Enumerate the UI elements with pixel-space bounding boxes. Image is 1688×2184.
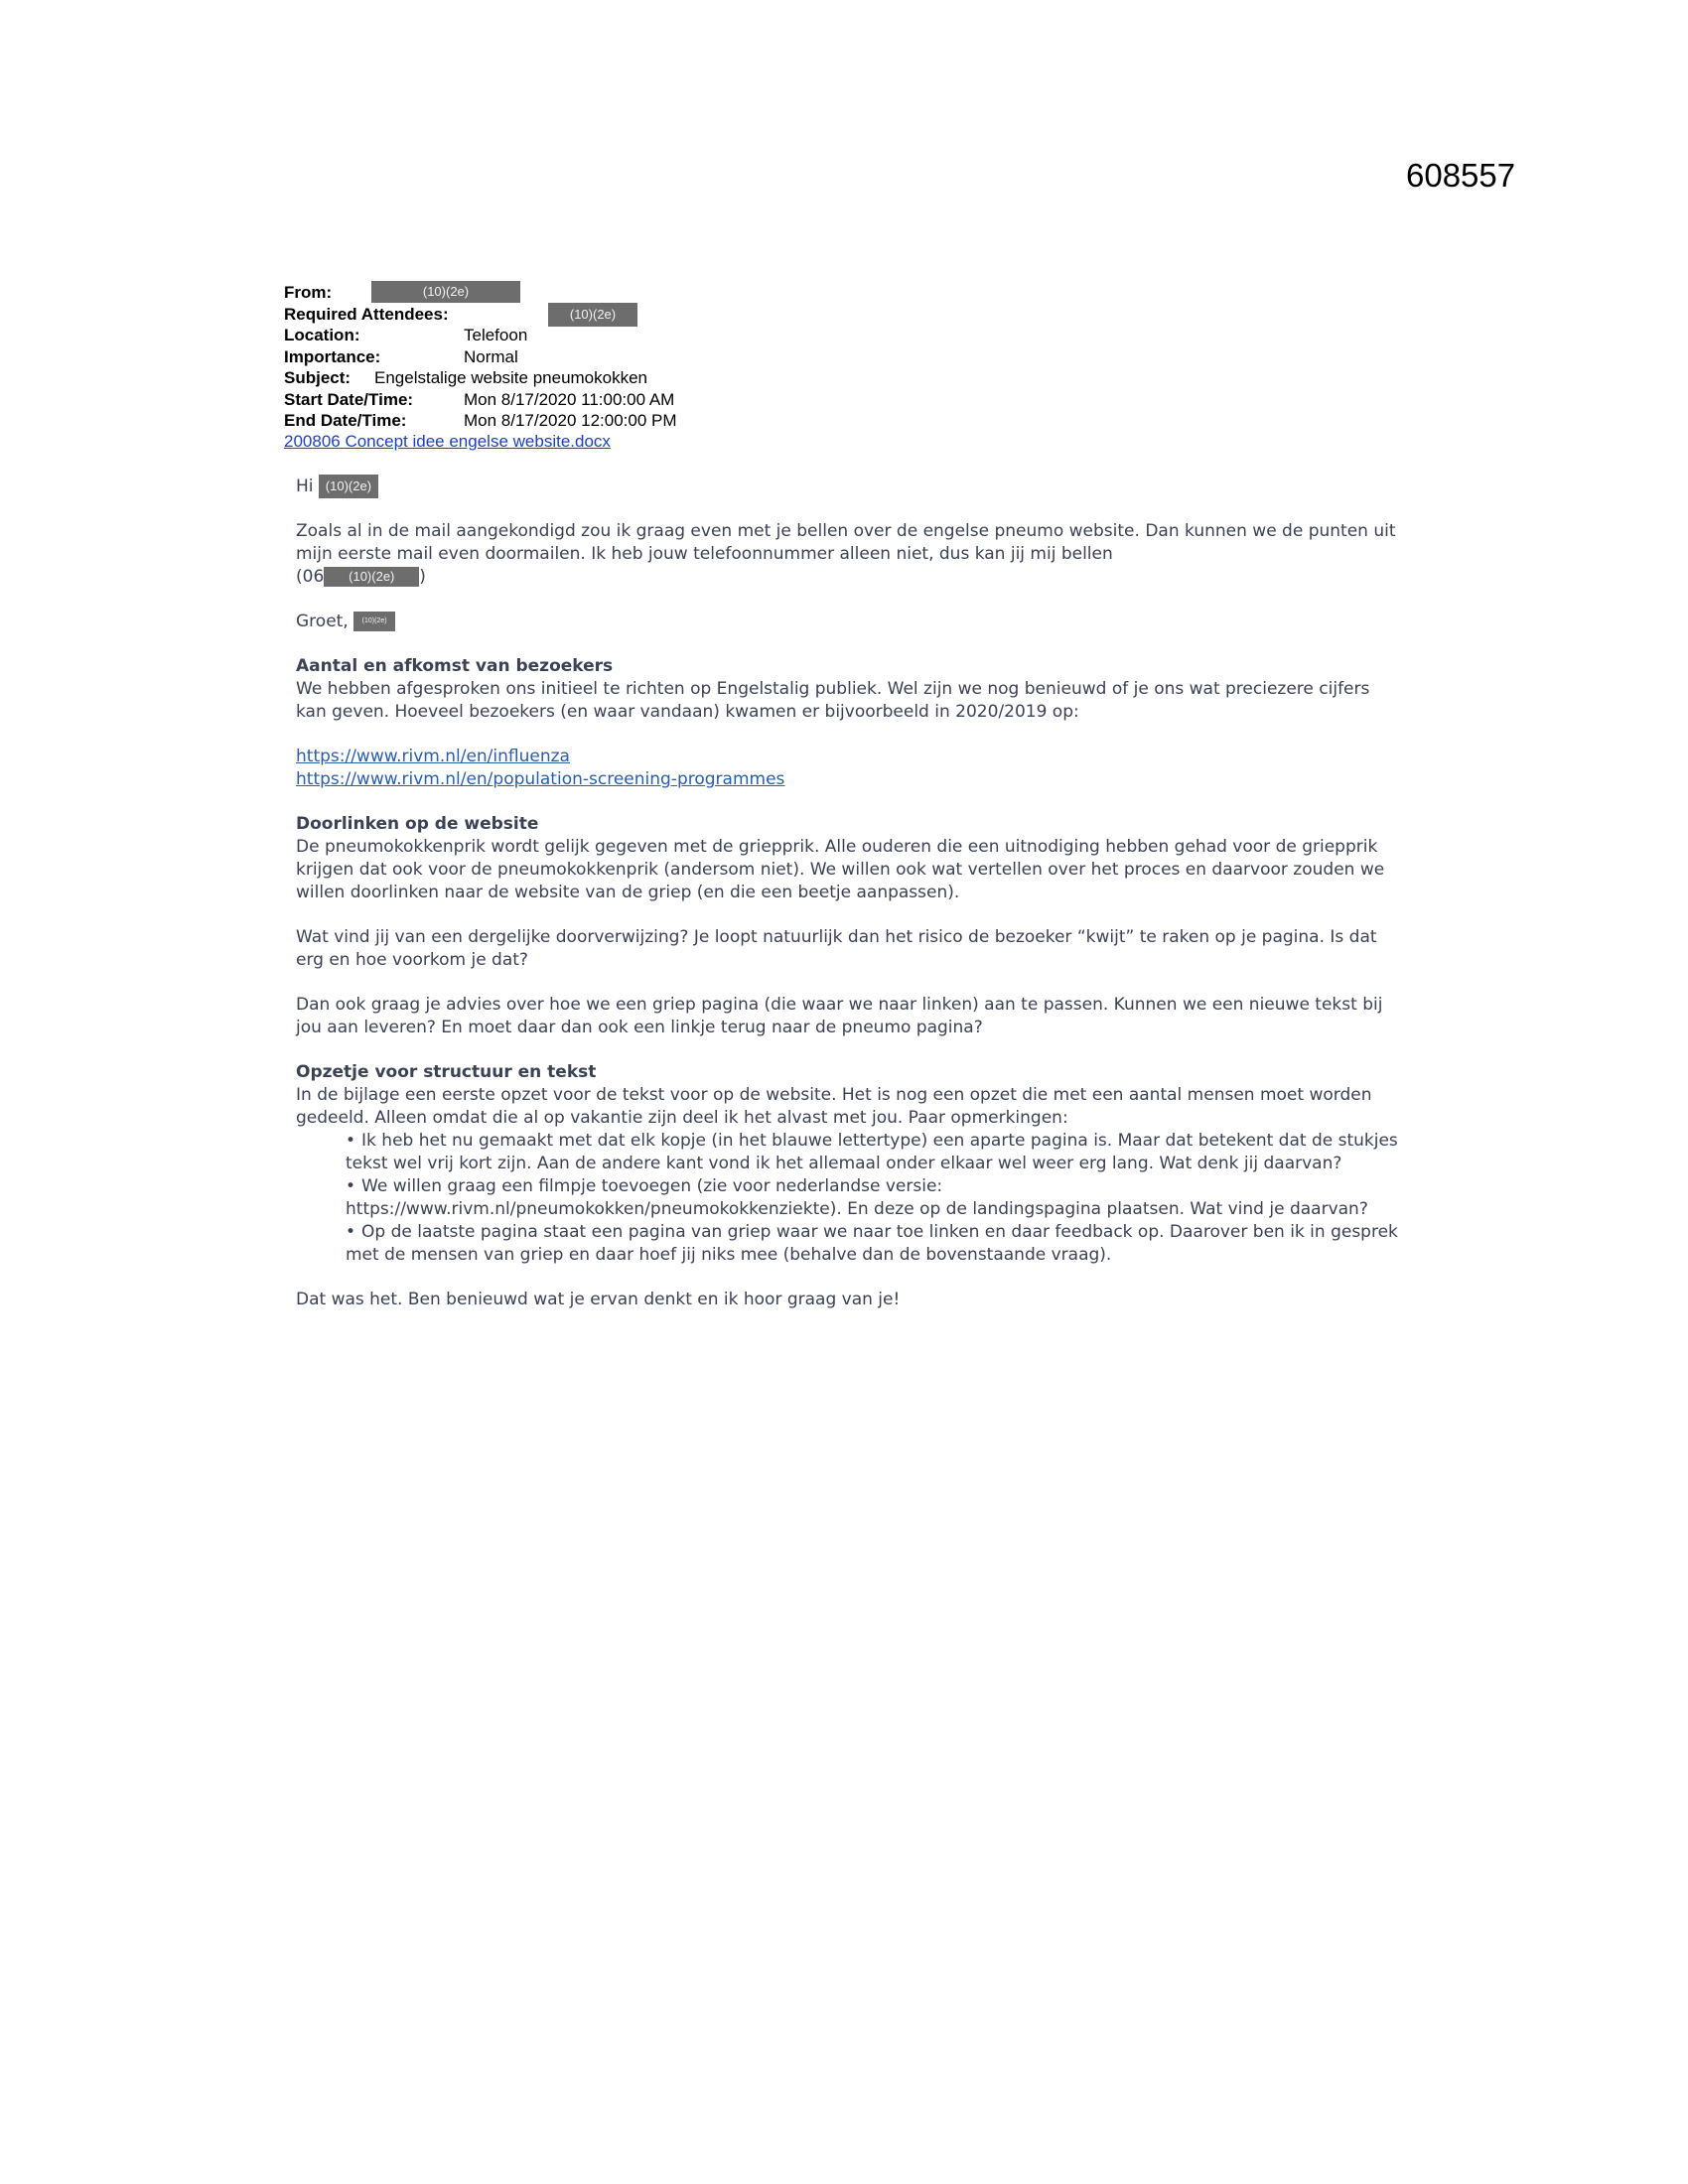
start-value: Mon 8/17/2020 11:00:00 AM — [464, 389, 675, 409]
remarks-list — [296, 1130, 1398, 1267]
section2-question2: Dan ook graag je advies over hoe we een griep pagina (die waar we naar linken) aan te passen. Kunnen we een nieuwe tekst bij jou aan leveren? En moet daar dan ook een linkje terug naar de pneumo pagina? — [296, 995, 1383, 1037]
sign-off-redaction: (10)(2e) — [353, 612, 395, 631]
link-list — [296, 746, 1398, 791]
sign-off-text: Groet, — [296, 612, 349, 631]
attendees-label: Required Attendees: — [284, 304, 449, 324]
list-item — [346, 1130, 1398, 1175]
document-number: 608557 — [1406, 157, 1516, 194]
intro-paragraph — [296, 520, 1398, 589]
from-redaction: (10)(2e) — [371, 281, 520, 303]
bullet-text: Op de laatste pagina staat een pagina van griep waar we naar toe linken en daar feedback op. Daarover ben ik in gesprek met de mensen van griep en daar hoef jij niks mee (behalve dan de bovenstaande vraag). — [346, 1222, 1398, 1265]
phone-suffix: ) — [419, 567, 426, 587]
section3-heading: Opzetje voor structuur en tekst — [296, 1062, 597, 1082]
bullet-text: Ik heb het nu gemaakt met dat elk kopje (in het blauwe lettertype) een aparte pagina is. Maar dat betekent dat de stukjes tekst wel vrij kort zijn. Aan de andere kant vond ik het allemaal onder elkaar wel weer erg lang. Wat denk jij daarvan? — [346, 1131, 1398, 1173]
section2-text: De pneumokokkenprik wordt gelijk gegeven met de griepprik. Alle ouderen die een uitnodiging hebben gehad voor de griepprik krijgen dat ook voor de pneumokokkenprik (andersom niet). We willen ook wat vertellen over het proces en daarvoor zouden we willen doorlinken naar de website van de griep (en die een beetje aanpassen). — [296, 837, 1385, 902]
section3-text: In de bijlage een eerste opzet voor de tekst voor op de website. Het is nog een opzet die met een aantal mensen moet worden gedeeld. Alleen omdat die al op vakantie zijn deel ik het alvast met jou. Paar opmerkingen: — [296, 1085, 1372, 1128]
start-label: Start Date/Time: — [284, 389, 414, 409]
sign-off-line — [296, 611, 1398, 633]
bullet-icon: • — [346, 1222, 356, 1242]
section2-question1: Wat vind jij van een dergelijke doorverwijzing? Je loopt natuurlijk dan het risico de bezoeker “kwijt” te raken op je pagina. Is dat erg en hoe voorkom je dat? — [296, 927, 1377, 970]
section2-heading: Doorlinken op de website — [296, 814, 539, 834]
importance-value: Normal — [464, 346, 518, 366]
email-body — [296, 475, 1398, 1333]
closing-line: Dat was het. Ben benieuwd wat je ervan denkt en ik hoor graag van je! — [296, 1290, 901, 1309]
bullet-icon: • — [346, 1131, 356, 1151]
subject-label: Subject: — [284, 368, 352, 387]
importance-label: Importance: — [284, 346, 381, 366]
end-value: Mon 8/17/2020 12:00:00 PM — [464, 411, 677, 430]
location-value: Telefoon — [464, 326, 528, 344]
from-label: From: — [284, 283, 333, 302]
link-population-screening[interactable]: https://www.rivm.nl/en/population-screening-programmes — [296, 769, 785, 789]
greeting-text: Hi — [296, 477, 314, 496]
bullet-icon: • — [346, 1176, 356, 1196]
phone-prefix: (06 — [296, 567, 325, 587]
link-influenza[interactable]: https://www.rivm.nl/en/influenza — [296, 747, 570, 766]
attendees-redaction: (10)(2e) — [548, 303, 637, 327]
list-item — [346, 1175, 1398, 1221]
subject-value: Engelstalige website pneumokokken — [374, 368, 648, 387]
phone-redaction: (10)(2e) — [324, 567, 419, 587]
location-label: Location: — [284, 326, 360, 344]
bullet-text: We willen graag een filmpje toevoegen (zie voor nederlandse versie: https://www.rivm.nl/pneumokokken/pneumokokkenziekte). En deze op de landingspagina plaatsen. Wat vind je daarvan? — [346, 1176, 1368, 1219]
greeting-line — [296, 475, 1398, 498]
intro-text: Zoals al in de mail aangekondigd zou ik graag even met je bellen over de engelse pneumo website. Dan kunnen we de punten uit mijn eerste mail even doormailen. Ik heb jouw telefoonnummer alleen niet, dus kan jij mij bellen — [296, 521, 1396, 564]
end-label: End Date/Time: — [284, 411, 407, 430]
section1-text: We hebben afgesproken ons initieel te richten op Engelstalig publiek. Wel zijn we nog benieuwd of je ons wat preciezere cijfers kan geven. Hoeveel bezoekers (en waar vandaan) kwamen er bijvoorbeeld in 2020/2019 op: — [296, 679, 1370, 722]
attachment-link[interactable]: 200806 Concept idee engelse website.docx — [284, 432, 611, 451]
list-item — [346, 1221, 1398, 1267]
greeting-redaction: (10)(2e) — [319, 475, 378, 498]
section1-heading: Aantal en afkomst van bezoekers — [296, 656, 614, 676]
